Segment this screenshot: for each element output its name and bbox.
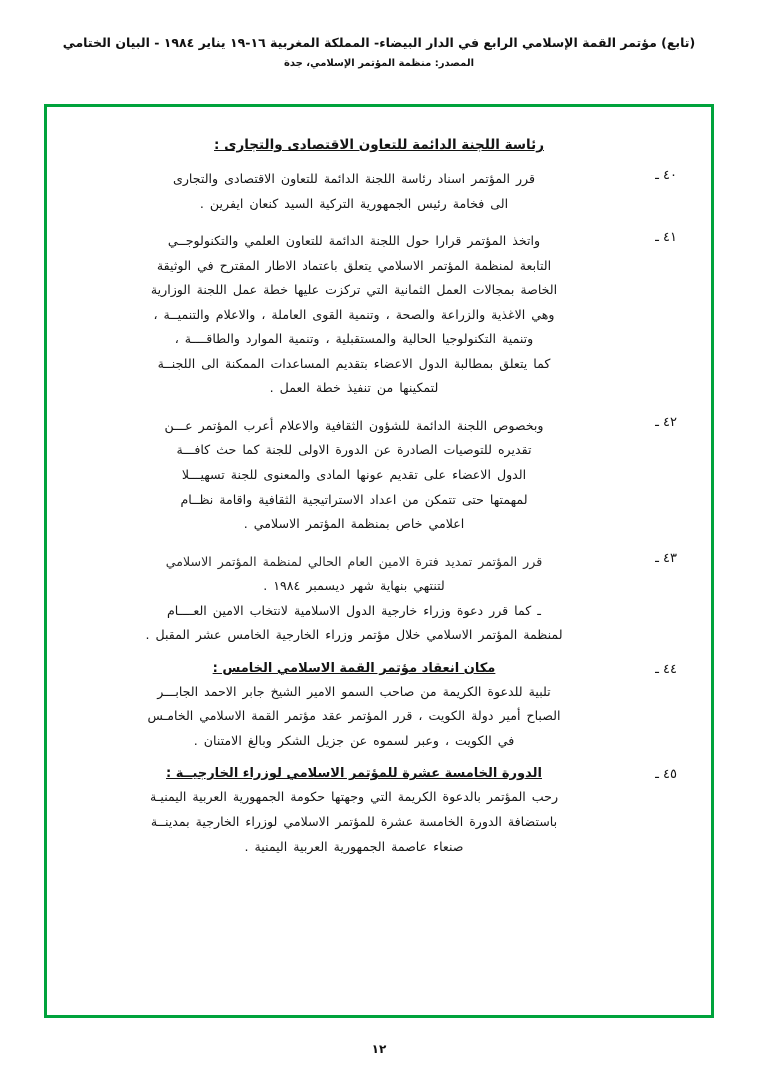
list-item xyxy=(81,167,677,216)
document-body xyxy=(47,107,711,1015)
item-number: ٤٠ ـ xyxy=(655,168,677,183)
item-line: قرر المؤتمر تمديد فترة الامين العام الحالي لمنظمة المؤتمر الاسلامي xyxy=(165,553,543,569)
item-line: وتنمية التكنولوجيا الحالية والمستقبلية ، وتنمية الموارد والطاقــــة ، xyxy=(174,331,534,347)
item-heading: الدورة الخامسة عشرة للمؤتمر الاسلامي لوزراء الخارجيــة : xyxy=(166,766,542,782)
list-item xyxy=(81,550,677,648)
item-body xyxy=(81,661,633,754)
item-line: لمنظمة المؤتمر الاسلامي خلال مؤتمر وزراء الخارجية الخامس عشر المقبل . xyxy=(145,627,563,643)
item-line: لتنتهي بنهاية شهر ديسمبر ١٩٨٤ . xyxy=(263,578,445,594)
item-line: رحب المؤتمر بالدعوة الكريمة التي وجهتها حكومة الجمهورية العربية اليمنيـة xyxy=(149,789,559,805)
page-header xyxy=(0,0,758,69)
item-line: التابعة لمنظمة المؤتمر الاسلامي يتعلق باعتماد الاطار المقترح في الوثيقة xyxy=(156,257,552,273)
item-body xyxy=(81,167,633,216)
item-line: الدول الاعضاء على تقديم عونها المادى والمعنوى للجنة تسهيـــلا xyxy=(181,467,527,483)
item-line: لمهمتها حتى تتمكن من اعداد الاستراتيجية الثقافية واقامة نظــام xyxy=(180,491,528,507)
item-line: واتخذ المؤتمر قرارا حول اللجنة الدائمة للتعاون العلمي والتكنولوجــي xyxy=(167,233,541,249)
item-line: لتمكينها من تنفيذ خطة العمل . xyxy=(269,380,439,396)
item-line: ـ كما قرر دعوة وزراء خارجية الدول الاسلامية لانتخاب الامين العــــام xyxy=(167,602,541,618)
header-title: (تابع) مؤتمر القمة الإسلامي الرابع في الدار البيضاء- المملكة المغربية ١٦-١٩ يناير ١٩٨٤ - البيان الختامي xyxy=(62,35,696,50)
item-body xyxy=(81,550,633,648)
item-number: ٤٢ ـ xyxy=(655,414,677,430)
item-line: اعلامي خاص بمنظمة المؤتمر الاسلامي . xyxy=(243,516,465,532)
item-line: باستضافة الدورة الخامسة عشرة للمؤتمر الاسلامي لوزراء الخارجية بمدينــة xyxy=(150,814,558,830)
section-heading: رئاسة اللجنة الدائمة للتعاون الاقتصادى والتجارى : xyxy=(214,137,544,153)
item-line: في الكويت ، وعبر لسموه عن جزيل الشكر وبالغ الامتنان . xyxy=(193,732,515,748)
item-line: وهي الاغذية والزراعة والصحة ، وتنمية القوى العاملة ، والاعلام والتنميــة ، xyxy=(153,306,555,322)
item-line: كما يتعلق بمطالبة الدول الاعضاء بتقديم المساعدات الممكنة الى اللجنــة xyxy=(157,355,551,371)
list-item xyxy=(81,661,677,754)
item-line: الخاصة بمجالات العمل الثمانية التي تركزت عليها خطة عمل اللجنة الوزارية xyxy=(150,282,558,298)
item-number: ٤٤ ـ xyxy=(655,661,677,677)
item-body xyxy=(81,766,633,859)
list-item xyxy=(81,766,677,859)
item-line: وبخصوص اللجنة الدائمة للشؤون الثقافية والاعلام أعرب المؤتمر عـــن xyxy=(164,417,544,433)
item-line: تلبية للدعوة الكريمة من صاحب السمو الامير الشيخ جابر الاحمد الجابـــر xyxy=(157,683,551,699)
item-line: قرر المؤتمر اسناد رئاسة اللجنة الدائمة للتعاون الاقتصادى والتجارى xyxy=(172,171,536,186)
item-line: تقديره للتوصيات الصادرة عن الدورة الاولى للجنة كما حث كافـــة xyxy=(176,442,532,458)
item-body xyxy=(81,229,633,401)
item-number: ٤١ ـ xyxy=(655,230,677,246)
list-item xyxy=(81,229,677,401)
item-number: ٤٥ ـ xyxy=(655,767,677,783)
item-line: الى فخامة رئيس الجمهورية التركية السيد كنعان ايفرين . xyxy=(199,195,509,211)
item-body xyxy=(81,414,633,537)
item-line: صنعاء عاصمة الجمهورية العربية اليمنية . xyxy=(244,838,464,854)
header-source: المصدر: ‏منظمة المؤتمر الإسلامي، جدة xyxy=(283,57,475,69)
page-number: ١٢ xyxy=(371,1042,387,1056)
item-heading: مكان انعقاد مؤتمر القمة الاسلامي الخامس : xyxy=(212,660,496,676)
content-frame xyxy=(44,104,714,1018)
item-line: الصباح أمير دولة الكويت ، قرر المؤتمر عقد مؤتمر القمة الاسلامي الخامـس xyxy=(147,708,561,724)
item-number: ٤٣ ـ xyxy=(655,550,677,566)
list-item xyxy=(81,414,677,537)
